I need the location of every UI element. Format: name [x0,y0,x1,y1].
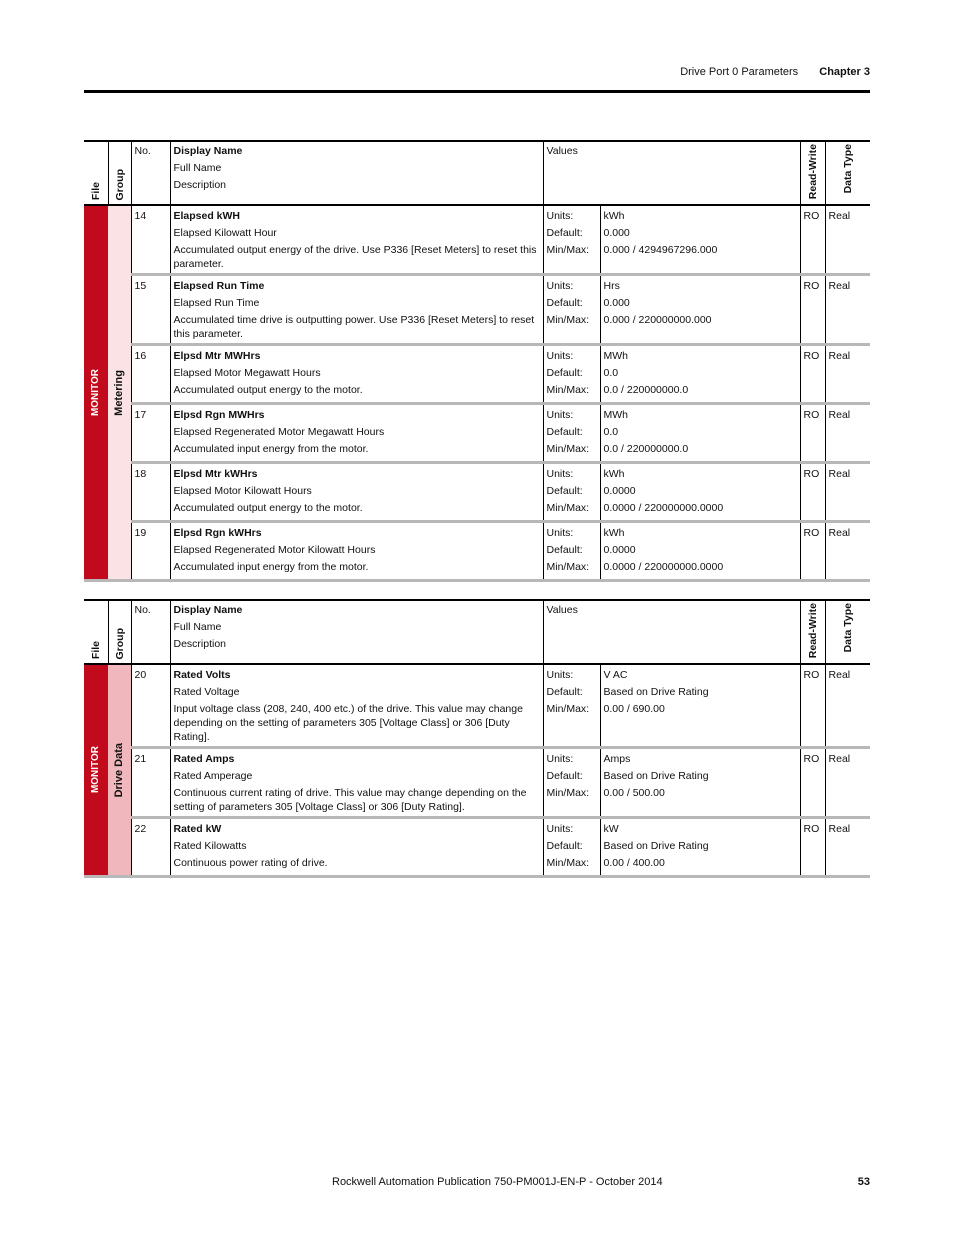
group-cell: Metering [108,205,131,581]
data-type-cell: Real [825,522,870,581]
column-no: No. [131,600,170,664]
param-number: 14 [131,205,170,275]
table-header-row [84,141,870,205]
data-type-cell: Real [825,275,870,345]
param-number: 18 [131,463,170,522]
param-name-cell: Rated kW Rated Kilowatts Continuous power rating of drive. [170,818,543,877]
column-group: Group [108,600,131,664]
param-name-cell: Elpsd Mtr kWHrs Elapsed Motor Kilowatt Hours Accumulated output energy to the motor. [170,463,543,522]
parameter-table-drive-data [84,599,870,878]
read-write-cell: RO [800,275,825,345]
data-type-cell: Real [825,748,870,818]
param-name-cell: Elapsed kWH Elapsed Kilowatt Hour Accumulated output energy of the drive. Use P336 [Reset Meters] to reset this parameter. [170,205,543,275]
param-number: 22 [131,818,170,877]
value-cell: kWh 0.0000 0.0000 / 220000000.0000 [600,522,800,581]
value-cell: kWh 0.000 0.000 / 4294967296.000 [600,205,800,275]
param-name-cell: Rated Amps Rated Amperage Continuous current rating of drive. This value may change depending on the setting of parameters 305 [Voltage Class] or 306 [Duty Rating]. [170,748,543,818]
read-write-cell: RO [800,748,825,818]
read-write-cell: RO [800,205,825,275]
data-type-cell: Real [825,463,870,522]
table-row [84,345,870,404]
value-labels: Units: Default: Min/Max: [543,818,600,877]
table-row [84,818,870,877]
column-display-name: Display Name Full Name Description [170,600,543,664]
value-cell: MWh 0.0 0.0 / 220000000.0 [600,404,800,463]
table-row [84,275,870,345]
column-file: File [89,181,102,200]
column-display-name: Display Name Full Name Description [170,141,543,205]
page-number: 53 [857,1176,870,1188]
table-row [84,748,870,818]
data-type-cell: Real [825,345,870,404]
value-labels: Units: Default: Min/Max: [543,205,600,275]
param-number: 17 [131,404,170,463]
group-cell: Drive Data [108,664,131,877]
column-read-write: Read-Write [800,600,825,664]
column-data-type: Data Type [825,141,870,205]
table-header-row [84,600,870,664]
param-number: 15 [131,275,170,345]
value-labels: Units: Default: Min/Max: [543,404,600,463]
table-row [84,404,870,463]
value-cell: MWh 0.0 0.0 / 220000000.0 [600,345,800,404]
section-title: Drive Port 0 Parameters [680,66,799,78]
value-labels: Units: Default: Min/Max: [543,345,600,404]
column-values: Values [543,141,800,205]
value-cell: Hrs 0.000 0.000 / 220000000.000 [600,275,800,345]
column-values: Values [543,600,800,664]
page-footer [84,1174,870,1190]
value-labels: Units: Default: Min/Max: [543,748,600,818]
param-name-cell: Elpsd Rgn MWHrs Elapsed Regenerated Motor Megawatt Hours Accumulated input energy from the motor. [170,404,543,463]
value-cell: V AC Based on Drive Rating 0.00 / 690.00 [600,664,800,748]
param-number: 19 [131,522,170,581]
value-labels: Units: Default: Min/Max: [543,463,600,522]
column-read-write: Read-Write [800,141,825,205]
column-file: File [89,640,102,659]
param-name-cell: Elpsd Mtr MWHrs Elapsed Motor Megawatt Hours Accumulated output energy to the motor. [170,345,543,404]
column-group: Group [108,141,131,205]
table-row [84,664,870,748]
page-header [84,66,870,93]
param-name-cell: Elapsed Run Time Elapsed Run Time Accumulated time drive is outputting power. Use P336 [Reset Meters] to reset this parameter. [170,275,543,345]
read-write-cell: RO [800,345,825,404]
chapter-label: Chapter 3 [819,66,870,78]
table-row [84,522,870,581]
param-name-cell: Elpsd Rgn kWHrs Elapsed Regenerated Motor Kilowatt Hours Accumulated input energy from the motor. [170,522,543,581]
param-number: 16 [131,345,170,404]
data-type-cell: Real [825,404,870,463]
read-write-cell: RO [800,404,825,463]
param-number: 20 [131,664,170,748]
param-name-cell: Rated Volts Rated Voltage Input voltage class (208, 240, 400 etc.) of the drive. This value may change depending on the setting of parameters 305 [Voltage Class] or 306 [Duty Rating]. [170,664,543,748]
read-write-cell: RO [800,664,825,748]
value-cell: Amps Based on Drive Rating 0.00 / 500.00 [600,748,800,818]
data-type-cell: Real [825,818,870,877]
read-write-cell: RO [800,463,825,522]
read-write-cell: RO [800,818,825,877]
table-row [84,205,870,275]
column-no: No. [131,141,170,205]
parameter-table-metering [84,140,870,582]
column-data-type: Data Type [825,600,870,664]
data-type-cell: Real [825,664,870,748]
param-number: 21 [131,748,170,818]
value-labels: Units: Default: Min/Max: [543,275,600,345]
data-type-cell: Real [825,205,870,275]
value-cell: kWh 0.0000 0.0000 / 220000000.0000 [600,463,800,522]
value-labels: Units: Default: Min/Max: [543,522,600,581]
value-cell: kW Based on Drive Rating 0.00 / 400.00 [600,818,800,877]
file-cell: MONITOR [84,664,108,877]
value-labels: Units: Default: Min/Max: [543,664,600,748]
read-write-cell: RO [800,522,825,581]
publication-info: Rockwell Automation Publication 750-PM001J-EN-P - October 2014 [332,1176,663,1188]
file-cell: MONITOR [84,205,108,581]
table-row [84,463,870,522]
